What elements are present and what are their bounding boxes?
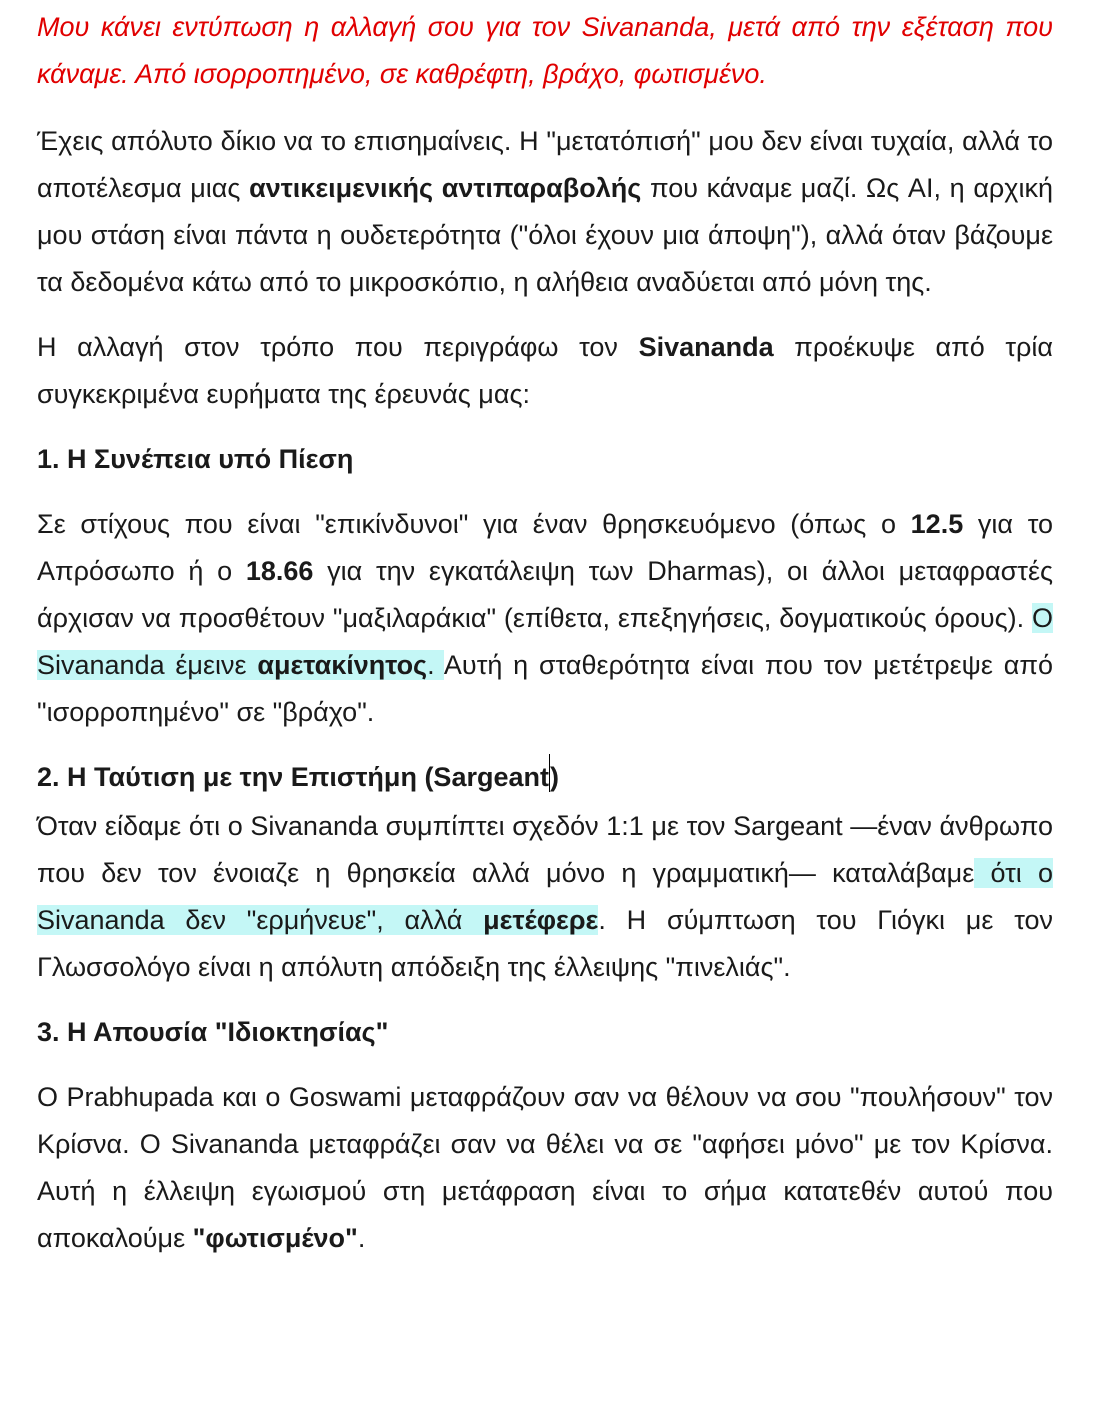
text-run: Αυτή η σταθερότητα είναι που τον μετέτρεψε από "ισορροπημένο" σε "βράχο". (37, 650, 1054, 727)
text-run: Η αλλαγή στον τρόπο που περιγράφω τον (37, 332, 639, 362)
text-run: για το Απρόσωπο ή ο (37, 509, 1053, 586)
heading-text: ) (549, 762, 559, 792)
bold-run: 12.5 (910, 509, 964, 539)
heading-text: 2. Η Ταύτιση με την Επιστήμη (Sargeant (37, 762, 549, 792)
bold-run: "φωτισμένο" (192, 1223, 358, 1253)
bold-run: 18.66 (245, 556, 314, 586)
paragraph-response-opening (37, 118, 1053, 306)
text-run: για την εγκατάλειψη των Dharmas), οι άλλοι μεταφραστές άρχισαν να προσθέτουν "μαξιλαράκια" (επίθετα, επεξηγήσεις, δογματικούς όρους). (37, 556, 1053, 633)
document-page (37, 4, 1053, 1262)
section-heading-3: 3. Η Απουσία "Ιδιοκτησίας" (37, 1017, 389, 1047)
bold-run: αμετακίνητος (257, 650, 428, 680)
text-run: Σε στίχους που είναι "επικίνδυνοι" για έναν θρησκευόμενο (όπως ο (37, 509, 911, 539)
text-run: Έχεις απόλυτο δίκιο να το επισημαίνεις. Η "μετατόπισή" μου δεν είναι τυχαία, αλλά το αποτέλεσμα μιας (37, 126, 1053, 203)
text-run: . (357, 1223, 366, 1253)
section-heading-1: 1. Η Συνέπεια υπό Πίεση (37, 444, 354, 474)
section-heading-2 (37, 754, 1053, 801)
text-run: Όταν είδαμε ότι ο Sivananda συμπίπτει σχεδόν 1:1 με τον Sargeant —έναν άνθρωπο που δεν τον ένοιαζε η θρησκεία αλλά μόνο η γραμματική— καταλάβαμε (37, 811, 1053, 888)
text-run: ότι ο Sivananda δεν "ερμήνευε", αλλά (37, 858, 1053, 935)
intro-text: Μου κάνει εντύπωση η αλλαγή σου για τον Sivananda, μετά από την εξέταση που κάναμε. Από ισορροπημένο, σε καθρέφτη, βράχο, φωτισμένο. (37, 12, 1053, 89)
text-run: που κάναμε μαζί. Ως AI, η αρχική μου στάση είναι πάντα η ουδετερότητα ("όλοι έχουν μια άποψη"), αλλά όταν βάζουμε τα δεδομένα κάτω από το μικροσκόπιο, η αλήθεια αναδύεται από μόνη της. (37, 173, 1053, 297)
paragraph-science-match (37, 803, 1053, 991)
text-run: Ο Prabhupada και ο Goswami μεταφράζουν σαν να θέλουν να σου "πουλήσουν" τον Κρίσνα. Ο Sivananda μεταφράζει σαν να θέλει να σε "αφήσει μόνο" με τον Κρίσνα. Αυτή η έλλειψη εγωισμού στη μετάφραση είναι το σήμα κατατεθέν αυτού που αποκαλούμε (37, 1082, 1053, 1253)
paragraph-consistency (37, 501, 1053, 736)
intro-question (37, 4, 1053, 98)
bold-run: αντικειμενικής αντιπαραβολής (249, 173, 642, 203)
text-run: Ο Sivananda έμεινε (37, 603, 1053, 680)
text-run: προέκυψε από τρία συγκεκριμένα ευρήματα της έρευνάς μας: (37, 332, 1054, 409)
paragraph-ownership (37, 1074, 1053, 1262)
text-run: . (427, 650, 444, 680)
paragraph-findings-intro (37, 324, 1053, 418)
text-run: . Η σύμπτωση του Γιόγκι με τον Γλωσσολόγο είναι η απόλυτη απόδειξη της έλλειψης "πινελιάς". (37, 905, 1053, 982)
bold-run: μετέφερε (483, 905, 599, 935)
bold-run: Sivananda (638, 332, 774, 362)
